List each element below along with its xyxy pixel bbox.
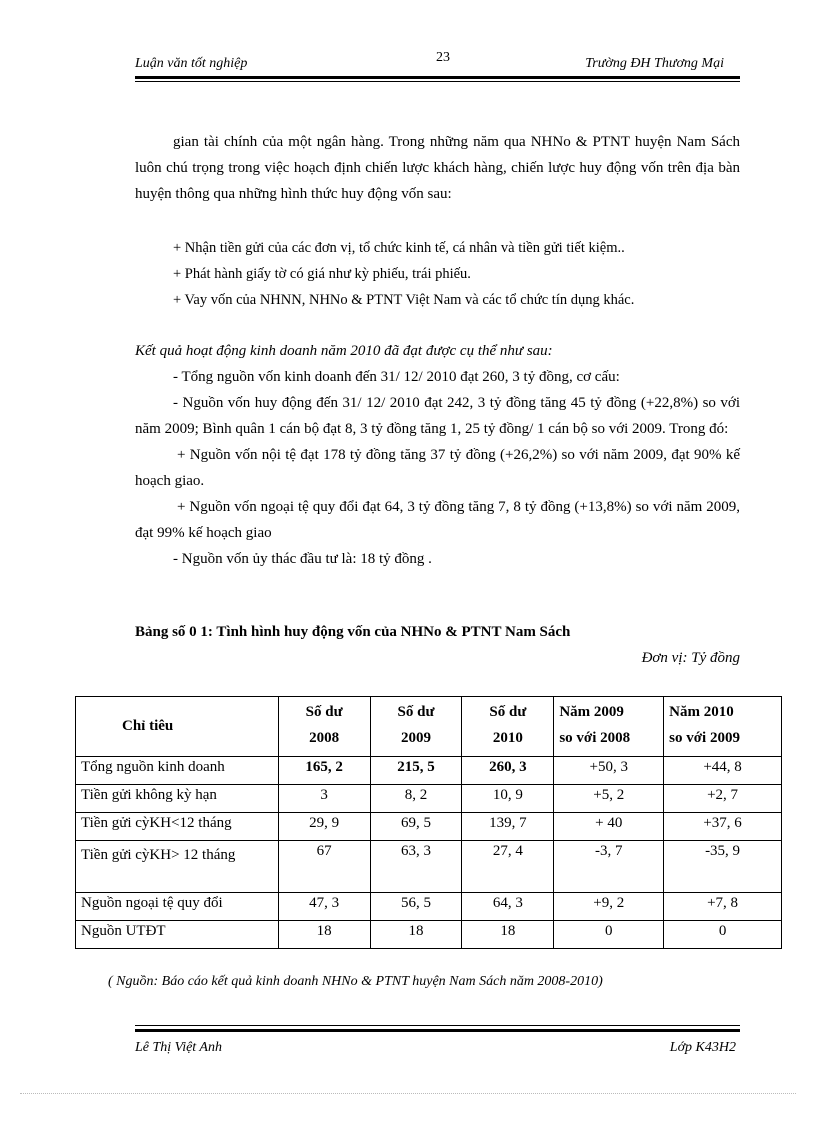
col-header-sub: so với 2008	[559, 730, 631, 746]
header-right: Trường ĐH Thương Mại	[585, 56, 724, 71]
table-caption: Bảng số 0 1: Tình hình huy động vốn của NHNo & PTNT Nam Sách	[135, 624, 571, 640]
header-rule-thick	[135, 76, 740, 79]
cell: 0	[664, 921, 782, 949]
row-label: Tổng nguồn kinh doanh	[76, 757, 279, 785]
table-unit: Đơn vị: Tỷ đồng	[641, 650, 740, 666]
result-item: - Tổng nguồn vốn kinh doanh đến 31/ 12/ 2010 đạt 260, 3 tỷ đồng, cơ cấu:	[173, 369, 620, 385]
cell: 29, 9	[278, 813, 370, 841]
cell: +2, 7	[664, 785, 782, 813]
col-header-label: Số dư	[397, 704, 435, 720]
page-number: 23	[436, 50, 450, 65]
footer-author: Lê Thị Việt Anh	[135, 1040, 222, 1055]
cell: 18	[370, 921, 462, 949]
cell: +44, 8	[664, 757, 782, 785]
row-label: Nguồn UTĐT	[76, 921, 279, 949]
cell: 260, 3	[462, 757, 554, 785]
cell: 0	[554, 921, 664, 949]
intro-text: gian tài chính của một ngân hàng. Trong những năm qua NHNo & PTNT huyện Nam Sách luôn chú trọng trong việc hoạch định chiến lược khách hàng, chiến lược huy động vốn trên địa bàn huyện thông qua những hình thức huy động vốn sau:	[135, 134, 740, 202]
table-row	[76, 757, 782, 785]
table-row	[76, 921, 782, 949]
col-header-year: 2009	[401, 730, 431, 746]
results-list	[135, 364, 740, 572]
col-header-2008	[278, 697, 370, 757]
cell: -35, 9	[664, 841, 782, 893]
cell: +50, 3	[554, 757, 664, 785]
col-header-change-2009	[554, 697, 664, 757]
cell: +7, 8	[664, 893, 782, 921]
cell: 10, 9	[462, 785, 554, 813]
cell: 18	[462, 921, 554, 949]
footer-rule-thin	[135, 1025, 740, 1026]
cell: 27, 4	[462, 841, 554, 893]
table-row	[76, 893, 782, 921]
cell: 3	[278, 785, 370, 813]
col-header-label: Năm 2009	[559, 704, 624, 720]
cell: 56, 5	[370, 893, 462, 921]
col-header-indicator: Chỉ tiêu	[76, 697, 279, 757]
col-header-label: Số dư	[305, 704, 343, 720]
cell: +5, 2	[554, 785, 664, 813]
page-bottom-divider	[20, 1093, 796, 1094]
col-header-year: 2010	[492, 730, 523, 746]
paragraph-intro	[135, 129, 740, 207]
table-header-row	[76, 697, 782, 757]
table-row	[76, 785, 782, 813]
col-header-sub: so với 2009	[669, 730, 740, 746]
cell: 215, 5	[370, 757, 462, 785]
table-row	[76, 841, 782, 893]
cell: 139, 7	[462, 813, 554, 841]
row-label: Nguồn ngoại tệ quy đổi	[76, 893, 279, 921]
result-item: + Nguồn vốn nội tệ đạt 178 tỷ đồng tăng 37 tỷ đồng (+26,2%) so với năm 2009, đạt 90% kế hoạch giao.	[135, 447, 740, 489]
header-left: Luận văn tốt nghiệp	[135, 56, 248, 71]
footer-rule-thick	[135, 1029, 740, 1032]
cell: + 40	[554, 813, 664, 841]
row-label: Tiền gửi không kỳ hạn	[76, 785, 279, 813]
col-header-year: 2008	[309, 730, 340, 746]
cell: +37, 6	[664, 813, 782, 841]
footer-class: Lớp K43H2	[669, 1040, 736, 1055]
result-item: - Nguồn vốn huy động đến 31/ 12/ 2010 đạt 242, 3 tỷ đồng tăng 45 tỷ đồng (+22,8%) so với năm 2009; Bình quân 1 cán bộ đạt 8, 3 tỷ đồng tăng 1, 25 tỷ đồng/ 1 cán bộ so với 2009. Trong đó:	[135, 395, 740, 437]
capital-table	[75, 696, 782, 949]
table-row	[76, 813, 782, 841]
cell: 47, 3	[278, 893, 370, 921]
list-item: + Vay vốn của NHNN, NHNo & PTNT Việt Nam và các tổ chức tín dụng khác.	[173, 292, 635, 308]
results-heading: Kết quả hoạt động kinh doanh năm 2010 đã đạt được cụ thể như sau:	[135, 343, 553, 359]
col-header-label: Năm 2010	[669, 704, 734, 720]
header-rule-thin	[135, 81, 740, 82]
cell: 63, 3	[370, 841, 462, 893]
list-item: + Phát hành giấy tờ có giá như kỳ phiếu, trái phiếu.	[173, 266, 471, 282]
col-header-2009	[370, 697, 462, 757]
cell: +9, 2	[554, 893, 664, 921]
col-header-change-2010	[664, 697, 782, 757]
mobilization-forms-list	[135, 235, 740, 313]
result-item: - Nguồn vốn ủy thác đầu tư là: 18 tỷ đồng .	[173, 551, 432, 567]
row-label: Tiền gửi cỳKH> 12 tháng	[76, 841, 279, 893]
cell: 18	[278, 921, 370, 949]
cell: 67	[278, 841, 370, 893]
col-header-label: Số dư	[489, 704, 527, 720]
table-source: ( Nguồn: Báo cáo kết quả kinh doanh NHNo & PTNT huyện Nam Sách năm 2008-2010)	[108, 974, 603, 989]
result-item: + Nguồn vốn ngoại tệ quy đổi đạt 64, 3 tỷ đồng tăng 7, 8 tỷ đồng (+13,8%) so với năm 2009, đạt 99% kế hoạch giao	[135, 499, 740, 541]
list-item: + Nhận tiền gửi của các đơn vị, tổ chức kinh tế, cá nhân và tiền gửi tiết kiệm..	[173, 240, 625, 256]
cell: 8, 2	[370, 785, 462, 813]
row-label: Tiền gửi cỳKH<12 tháng	[76, 813, 279, 841]
cell: 69, 5	[370, 813, 462, 841]
cell: 64, 3	[462, 893, 554, 921]
col-header-2010	[462, 697, 554, 757]
cell: 165, 2	[278, 757, 370, 785]
cell: -3, 7	[554, 841, 664, 893]
